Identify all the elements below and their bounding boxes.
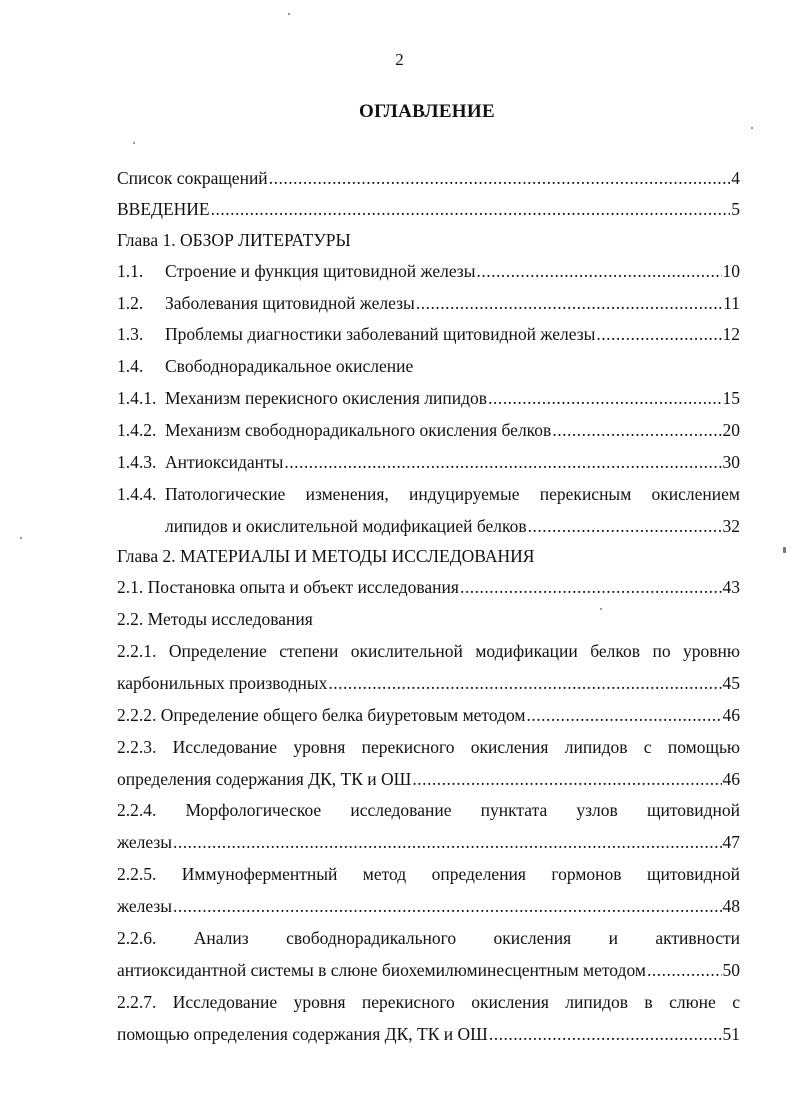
toc-entry-text: определения содержания ДК, ТК и ОШ — [117, 769, 412, 789]
toc-dot-leader — [460, 574, 722, 600]
toc-page-number: 51 — [722, 1024, 740, 1044]
toc-entry-text: Заболевания щитовидной железы — [165, 293, 415, 313]
toc-entry-2-2-7-cont[interactable] — [117, 1021, 740, 1047]
toc-page-number: 45 — [722, 673, 740, 693]
toc-entry-text: Список сокращений — [117, 168, 268, 188]
toc-entry-2-2-2[interactable] — [117, 702, 740, 728]
toc-entry-abbreviations[interactable] — [117, 165, 740, 191]
toc-section-number: 1.2. — [117, 293, 144, 313]
toc-dot-leader — [647, 957, 722, 983]
toc-entry-2-2-1[interactable]: 2.2.1. Определение степени окислительной модификации белков по уровню — [117, 641, 740, 661]
toc-dot-leader — [173, 829, 721, 855]
toc-dot-leader — [269, 165, 731, 191]
toc-section-number: 1.4.2. — [117, 420, 157, 440]
toc-page-number: 12 — [722, 324, 740, 344]
toc-entry-2-2-4-cont[interactable] — [117, 829, 740, 855]
toc-dot-leader — [211, 196, 731, 222]
scan-speck — [783, 547, 786, 553]
toc-dot-leader — [528, 513, 722, 539]
toc-page-number: 5 — [731, 199, 740, 219]
toc-entry-text: помощью определения содержания ДК, ТК и ОШ — [117, 1024, 488, 1044]
toc-entry-1-4-3[interactable] — [117, 449, 740, 475]
toc-entry-text: 2.2.2. Определение общего белка биуретовым методом — [117, 705, 526, 725]
toc-section-number: 1.1. — [117, 261, 144, 281]
toc-dot-leader — [328, 670, 721, 696]
toc-dot-leader — [416, 290, 722, 316]
scan-speck — [133, 142, 135, 144]
toc-dot-leader — [412, 766, 721, 792]
toc-entry-2-2-3-cont[interactable] — [117, 766, 740, 792]
toc-dot-leader — [489, 1021, 722, 1047]
toc-entry-text: Механизм свободнорадикального окисления белков — [165, 420, 552, 440]
toc-entry-1-4-4[interactable] — [117, 481, 740, 507]
toc-entry-text: железы — [117, 832, 173, 852]
toc-entry-1-4-1[interactable] — [117, 385, 740, 411]
toc-chapter-1[interactable]: Глава 1. ОБЗОР ЛИТЕРАТУРЫ — [117, 230, 351, 250]
toc-entry-text: 2.1. Постановка опыта и объект исследования — [117, 577, 459, 597]
toc-section-number: 1.3. — [117, 324, 144, 344]
toc-entry-text: Строение и функция щитовидной железы — [165, 261, 476, 281]
toc-entry-text: Механизм перекисного окисления липидов — [165, 388, 488, 408]
toc-dot-leader — [476, 258, 721, 284]
toc-page-number: 43 — [722, 577, 740, 597]
toc-page-number: 4 — [731, 168, 740, 188]
toc-heading: ОГЛАВЛЕНИЕ — [359, 101, 495, 122]
toc-entry-text: Патологические изменения, индуцируемые перекисным окислением — [165, 484, 740, 504]
toc-page-number: 10 — [722, 261, 740, 281]
toc-dot-leader — [173, 893, 721, 919]
toc-entry-2-1[interactable] — [117, 574, 740, 600]
scan-speck — [288, 13, 290, 15]
toc-dot-leader — [596, 321, 721, 347]
toc-entry-2-2-5[interactable]: 2.2.5. Иммуноферментный метод определения гормонов щитовидной — [117, 864, 740, 884]
toc-chapter-2[interactable]: Глава 2. МАТЕРИАЛЫ И МЕТОДЫ ИССЛЕДОВАНИЯ — [117, 546, 535, 566]
toc-page-number: 46 — [722, 769, 740, 789]
toc-entry-2-2-4[interactable]: 2.2.4. Морфологическое исследование пунктата узлов щитовидной — [117, 800, 740, 820]
toc-section-number: 1.4. — [117, 356, 144, 376]
toc-entry-2-2-7[interactable]: 2.2.7. Исследование уровня перекисного окисления липидов в слюне с — [117, 992, 740, 1012]
toc-entry-1-3[interactable] — [117, 321, 740, 347]
toc-entry-text: ВВЕДЕНИЕ — [117, 199, 210, 219]
toc-page-number: 47 — [722, 832, 740, 852]
toc-entry-1-4-2[interactable] — [117, 417, 740, 443]
toc-section-number: 1.4.4. — [117, 484, 157, 504]
toc-entry-2-2-1-cont[interactable] — [117, 670, 740, 696]
scan-speck — [20, 537, 22, 539]
page-number: 2 — [395, 50, 404, 69]
toc-page-number: 15 — [722, 388, 740, 408]
toc-page-number: 50 — [722, 960, 740, 980]
toc-entry-2-2-3[interactable]: 2.2.3. Исследование уровня перекисного окисления липидов с помощью — [117, 737, 740, 757]
toc-entry-2-2-6[interactable]: 2.2.6. Анализ свободнорадикального окисления и активности — [117, 928, 740, 948]
toc-page-number: 46 — [722, 705, 740, 725]
toc-entry-text: Свободнорадикальное окисление — [165, 356, 414, 376]
toc-entry-text: Антиоксиданты — [165, 452, 284, 472]
toc-entry-text: липидов и окислительной модификацией белков — [165, 516, 527, 536]
toc-entry-text: железы — [117, 896, 173, 916]
toc-dot-leader — [552, 417, 721, 443]
toc-page-number: 48 — [722, 896, 740, 916]
toc-page-number: 30 — [722, 452, 740, 472]
toc-entry-1-2[interactable] — [117, 290, 740, 316]
toc-entry-text: антиоксидантной системы в слюне биохемилюминесцентным методом — [117, 960, 646, 980]
toc-page-number: 11 — [723, 293, 740, 313]
toc-entry-1-4[interactable] — [117, 353, 740, 379]
toc-section-number: 1.4.3. — [117, 452, 157, 472]
toc-dot-leader — [488, 385, 721, 411]
scan-speck — [751, 127, 753, 129]
toc-entry-introduction[interactable] — [117, 196, 740, 222]
toc-entry-2-2-6-cont[interactable] — [117, 957, 740, 983]
toc-entry-1-1[interactable] — [117, 258, 740, 284]
toc-dot-leader — [284, 449, 721, 475]
toc-section-number: 1.4.1. — [117, 388, 157, 408]
toc-page-number: 20 — [722, 420, 740, 440]
toc-entry-2-2[interactable]: 2.2. Методы исследования — [117, 609, 313, 629]
toc-entry-1-4-4-cont[interactable] — [165, 513, 740, 539]
toc-entry-text: карбонильных производных — [117, 673, 328, 693]
toc-dot-leader — [526, 702, 721, 728]
toc-entry-text: Проблемы диагностики заболеваний щитовидной железы — [165, 324, 596, 344]
toc-entry-2-2-5-cont[interactable] — [117, 893, 740, 919]
toc-page-number: 32 — [722, 516, 740, 536]
